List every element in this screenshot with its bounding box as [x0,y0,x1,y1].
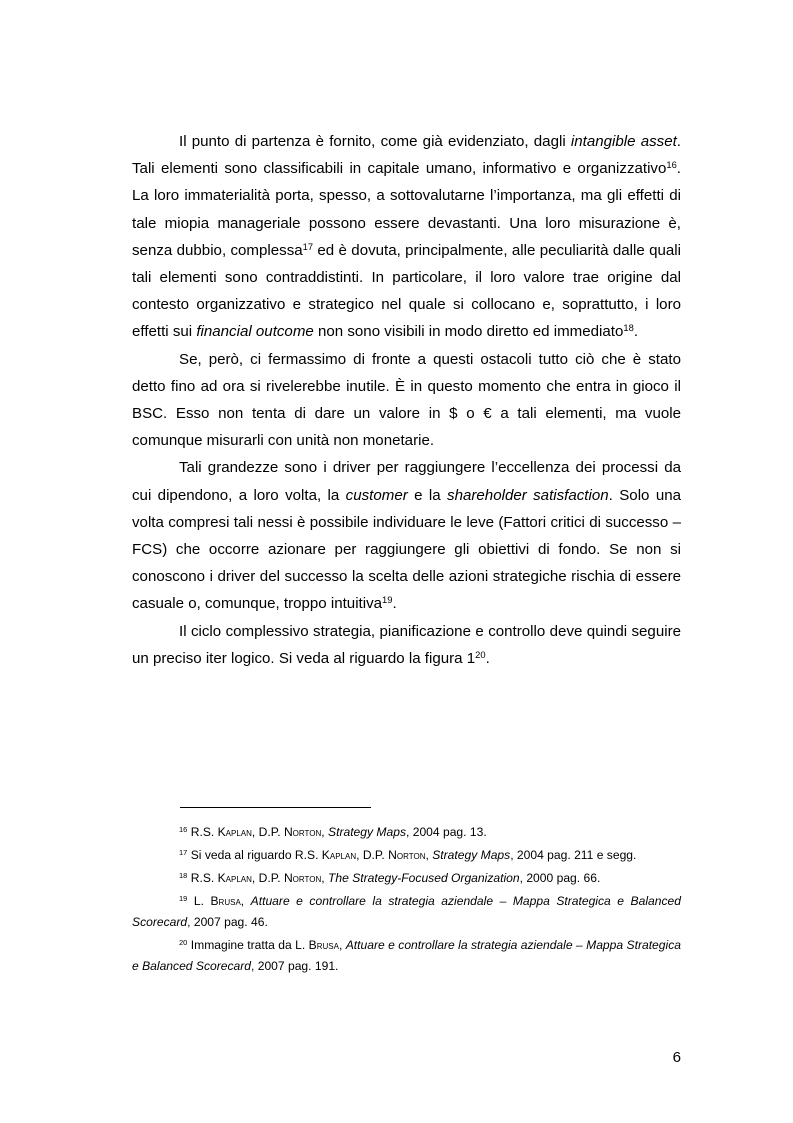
footnote-20 [132,935,681,977]
footnote-number: 16 [179,824,188,834]
footnote-author: R.S. Kaplan, D.P. Norton [190,825,322,839]
footnotes [132,822,681,979]
footnote-19 [132,891,681,933]
footnote-text: , 2007 pag. 46. [187,915,268,929]
footnote-title: The Strategy-Focused Organization [328,871,520,885]
footnote-text: , 2007 pag. 191. [251,959,339,973]
paragraph-1-text: ed è dovuta, principalmente, alle peculiarità dalle quali tali elementi sono contraddistinti. In particolare, il loro valore trae origine dal contesto organizzativo e strategico nel quale si collocano e, soprattutto, i loro effetti sui [132,241,681,341]
footnote-text: , [321,825,329,839]
term-shareholder-satisfaction: shareholder satisfaction [447,486,609,504]
footnote-author: L. Brusa [193,894,241,908]
term-financial-outcome: financial outcome [196,323,314,341]
paragraph-4-text: . [485,649,490,667]
footnote-text: , [240,894,251,908]
footnote-16 [132,822,681,843]
footnote-text: , 2000 pag. 66. [519,871,601,885]
footnote-author: R.S. Kaplan, D.P. Norton [294,848,426,862]
footnote-text: , 2004 pag. 211 e segg. [510,848,637,862]
footnote-number: 18 [179,870,188,880]
footnote-ref-18[interactable]: 18 [623,323,634,334]
footnote-title: Attuare e controllare la strategia aziendale – Mappa Strategica e Balanced Scorecard [132,938,681,973]
footnote-text: , [338,938,346,952]
footnote-text: Si veda al riguardo [190,848,295,862]
paragraph-3-text: Tali grandezze sono i driver per raggiungere l’eccellenza dei processi da cui dipendono, a loro volta, la [132,459,681,504]
paragraph-4 [132,618,681,672]
footnote-ref-17[interactable]: 17 [302,241,314,252]
page-number: 6 [672,1049,681,1066]
paragraph-1 [132,128,681,346]
paragraph-1-text: . La loro immaterialità porta, spesso, a sottovalutarne l’importanza, ma gli effetti di tale miopia manageriale possono essere devastanti. Una loro misurazione è, senza dubbio, complessa [132,160,681,259]
paragraph-1-text: . [633,323,639,341]
footnote-number: 20 [179,937,188,947]
footnote-17 [132,845,681,866]
paragraph-1-text: non sono visibili in modo diretto ed immediato [313,323,624,341]
paragraph-3-text: . [392,595,397,613]
term-customer: customer [345,486,408,504]
term-intangible-asset: intangible asset [570,133,677,150]
paragraph-3-text: e la [407,486,448,504]
footnote-number: 19 [179,893,188,903]
footnote-separator [180,807,371,808]
body-text [132,128,681,672]
footnote-text: , 2004 pag. 13. [406,825,487,839]
paragraph-3-text: . Solo una volta compresi tali nessi è possibile individuare le leve (Fattori critici di successo – FCS) che occorre azionare per raggiungere gli obiettivi di fondo. Se non si conoscono i driver del successo la scelta delle azioni strategiche rischia di essere casuale o, comunque, troppo intuitiva [132,486,682,613]
footnote-number: 17 [179,847,188,857]
footnote-title: Strategy Maps [328,825,406,839]
footnote-ref-19[interactable]: 19 [382,595,393,606]
paragraph-4-text: Il ciclo complessivo strategia, pianificazione e controllo deve quindi seguire un preciso iter logico. Si veda al riguardo la figura 1 [132,622,681,667]
footnote-ref-20[interactable]: 20 [475,649,486,660]
footnote-18 [132,868,681,889]
footnote-text: Immagine tratta da [190,938,296,952]
paragraph-3 [132,454,681,617]
footnote-author: L. Brusa [295,938,339,952]
footnote-text: , [321,871,329,885]
paragraph-2: Se, però, ci fermassimo di fronte a questi ostacoli tutto ciò che è stato detto fino ad ora si rivelerebbe inutile. È in questo momento che entra in gioco il BSC. Esso non tenta di dare un valore in $ o € a tali elementi, ma vuole comunque misurarli con unità non monetarie. [132,350,681,450]
footnote-ref-16[interactable]: 16 [666,160,677,171]
footnote-author: R.S. Kaplan, D.P. Norton [190,871,322,885]
footnote-title: Attuare e controllare la strategia aziendale – Mappa Strategica e Balanced Scorecard [132,894,681,929]
paragraph-1-text: Il punto di partenza è fornito, come già evidenziato, dagli [179,133,571,150]
footnote-title: Strategy Maps [432,848,511,862]
paragraph-1-text: . Tali elementi sono classificabili in capitale umano, informativo e organizzativo [132,133,681,178]
footnote-text: , [425,848,433,862]
